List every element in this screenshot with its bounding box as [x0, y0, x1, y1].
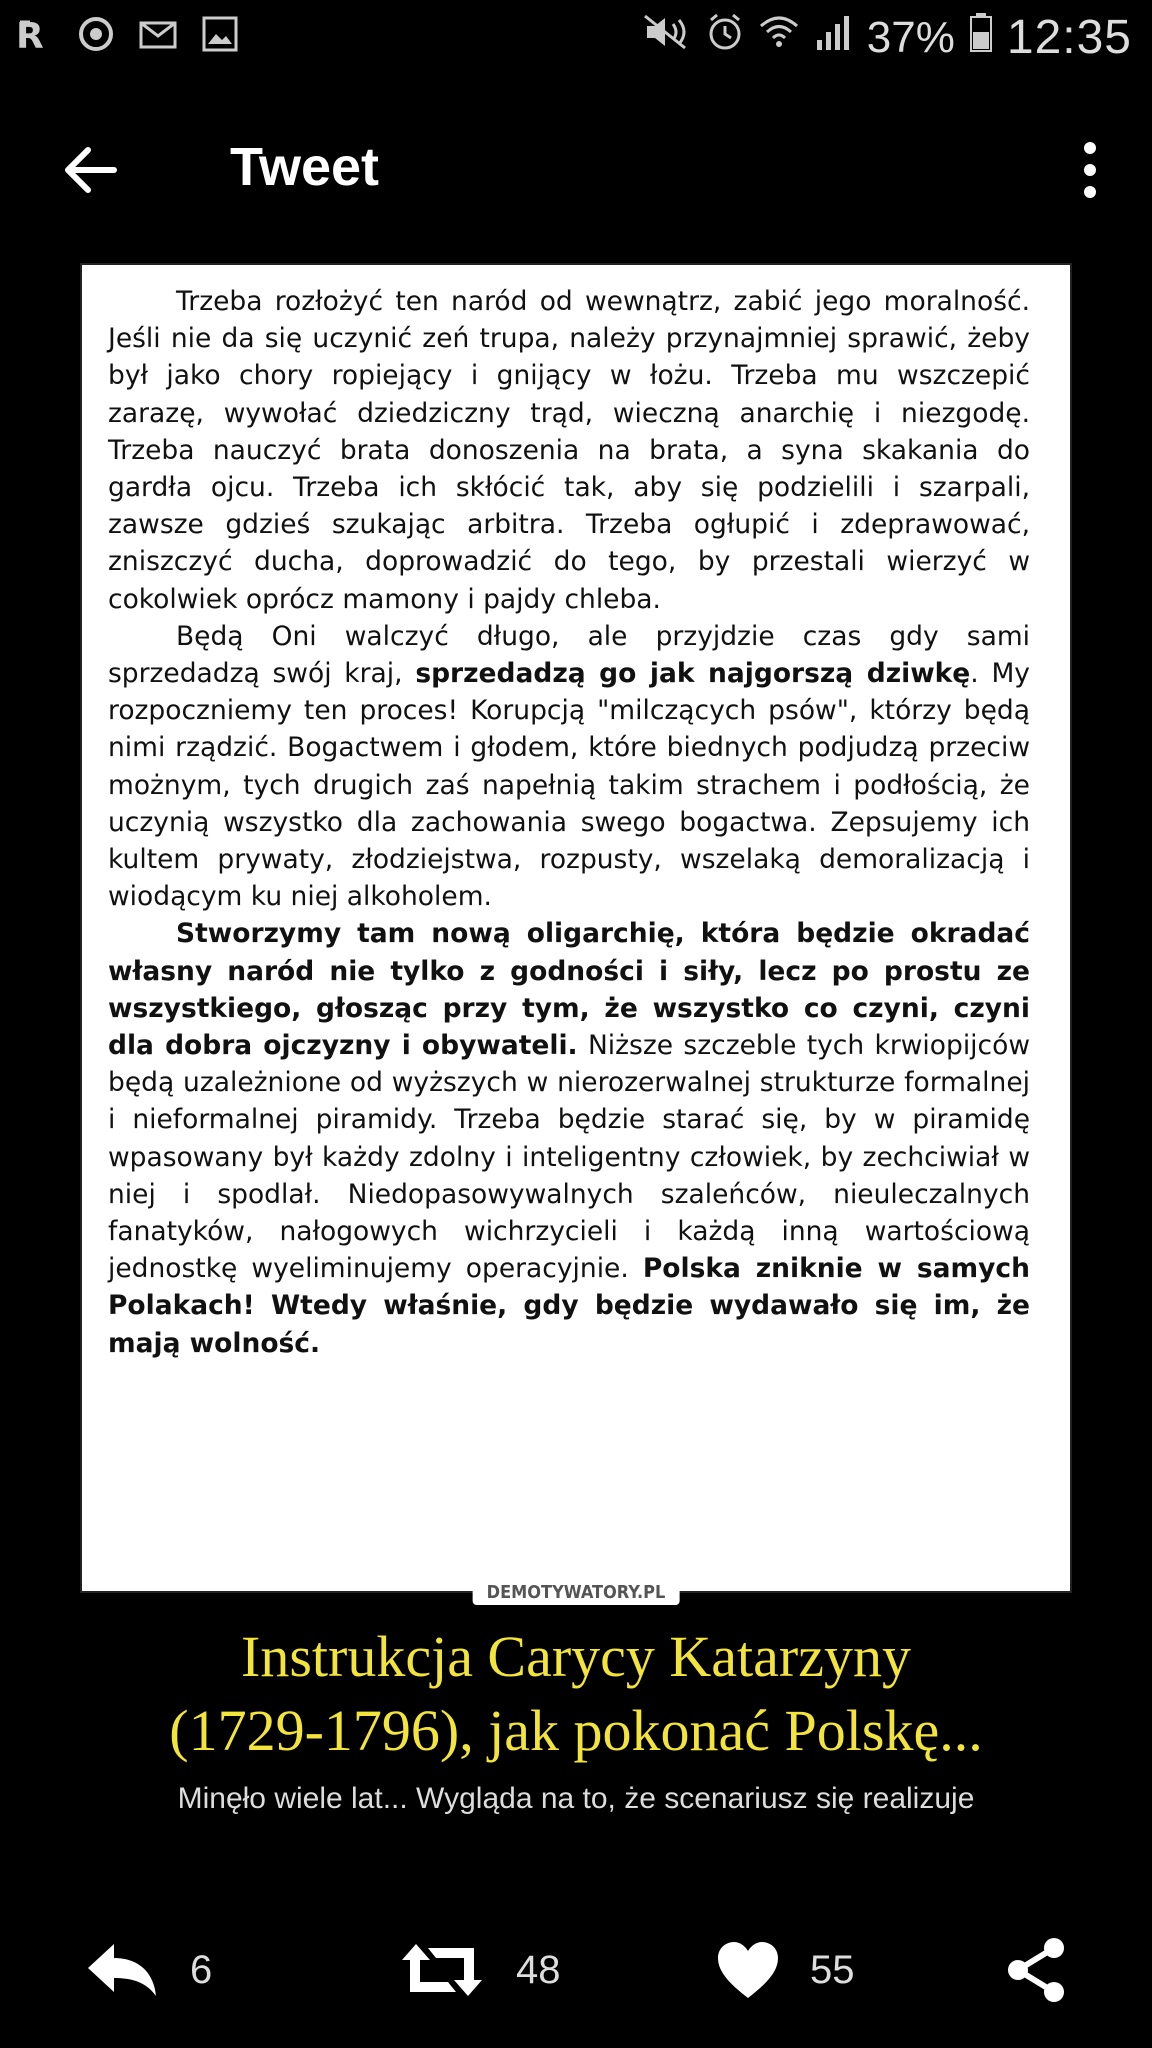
bold-text-run: sprzedadzą go jak najgorszą dziwkę: [415, 658, 971, 690]
bold-text-run: Polska zniknie w samych Polakach! Wtedy właśnie, gdy będzie wydawało się im, że mają wolność.: [108, 1253, 1030, 1359]
status-right: [641, 10, 1132, 65]
mute-icon: [641, 12, 691, 63]
caption-line-1: Instrukcja Carycy Katarzyny: [241, 1624, 911, 1689]
svg-text:R: R: [16, 16, 44, 54]
image-caption-title: [0, 1620, 1152, 1768]
battery-percent: 37%: [866, 12, 955, 62]
share-button[interactable]: [1004, 1930, 1068, 2010]
battery-icon: [969, 12, 993, 63]
reply-button[interactable]: [84, 1930, 212, 2010]
page-title: Tweet: [230, 137, 380, 197]
caption-line-2: (1729-1796), jak pokonać Polskę...: [169, 1698, 983, 1763]
app-header: [0, 110, 1152, 230]
like-button[interactable]: [716, 1930, 855, 2010]
tweet-actions: [0, 1930, 1152, 2010]
r-icon: [14, 14, 54, 54]
signal-icon: [813, 12, 853, 63]
status-bar: [0, 0, 1152, 84]
image-caption-subtitle: Minęło wiele lat... Wygląda na to, że scenariusz się realizuje: [177, 1782, 975, 1815]
mail-icon: [138, 14, 178, 54]
back-button[interactable]: [58, 138, 122, 202]
more-vertical-icon: [1070, 138, 1110, 202]
status-time: 12:35: [1006, 11, 1132, 64]
document-paragraph: [108, 618, 1030, 916]
sync-icon: [76, 14, 116, 54]
retweet-count: 48: [516, 1947, 561, 1992]
share-icon: [1004, 1936, 1068, 2004]
wifi-icon: [759, 12, 799, 63]
text-run: Będą Oni walczyć długo, ale przyjdzie czas gdy sami sprzedadzą swój kraj,: [108, 620, 1030, 690]
reply-count: 6: [190, 1947, 213, 1992]
like-count: 55: [810, 1947, 855, 1992]
retweet-button[interactable]: [398, 1930, 561, 2010]
document-text: [108, 283, 1030, 1362]
retweet-icon: [398, 1938, 486, 2002]
watermark: DEMOTYWATORY.PL: [473, 1580, 680, 1605]
bold-text-run: Stworzymy tam nową oligarchię, która będzie okradać własny naród nie tylko z godności i siły, lecz po prostu ze wszystkiego, głosząc przy tym, że wszystko co czyni, czyni dla dobra ojczyzny i obywateli.: [108, 918, 1030, 1062]
document-paragraph: [108, 283, 1030, 618]
document-paragraph: [108, 915, 1030, 1361]
image-icon: [200, 14, 240, 54]
tweet-image[interactable]: [80, 263, 1072, 1603]
status-left-icons: [14, 14, 240, 54]
text-run: Trzeba rozłożyć ten naród od wewnątrz, zabić jego moralność. Jeśli nie da się uczynić zeń trupa, należy przynajmniej sprawić, żeby był jako chory ropiejący i gnijący w łożu. Trzeba mu wszczepić zarazę, wywołać dziedziczny trąd, wieczną anarchię i niezgodę. Trzeba nauczyć brata donoszenia na brata, a syna skakania do gardła ojcu. Trzeba ich skłócić tak, aby się podzielili i szarpali, zawsze gdzieś szukając arbitra. Trzeba ogłupić i zdeprawować, zniszczyć ducha, doprowadzić do tego, by przestali wierzyć w cokolwiek oprócz mamony i pajdy chleba.: [108, 286, 1030, 615]
heart-icon: [716, 1940, 780, 2000]
text-run: . My rozpoczniemy ten proces! Korupcją "milczących psów", którzy będą nimi rządzić. Bogactwem i głodem, które biednych podjudzą przeciw możnym, tych drugich zaś napełnią takim strachem i podłością, że uczynią wszystko dla zachowania swego bogactwa. Zepsujemy ich kultem prywaty, złodziejstwa, rozpusty, wszelaką demoralizacją i wiodącym ku niej alkoholem.: [108, 658, 1030, 913]
text-run: Niższe szczeble tych krwiopijców będą uzależnione od wyższych w nierozerwalnej strukturze formalnej i nieformalnej piramidy. Trzeba będzie starać się, by w piramidę wpasowany był każdy zdolny i inteligentny człowiek, by zechciwiał w niej i spodlał. Niedopasowywalnych szaleńców, nieuleczalnych fanatyków, nałogowych wichrzycieli i każdą inną wartościową jednostkę wyeliminujemy operacyjnie.: [108, 1030, 1031, 1285]
alarm-icon: [705, 12, 745, 63]
more-options-button[interactable]: [1070, 138, 1110, 202]
reply-icon: [84, 1938, 160, 2002]
arrow-left-icon: [58, 138, 122, 202]
